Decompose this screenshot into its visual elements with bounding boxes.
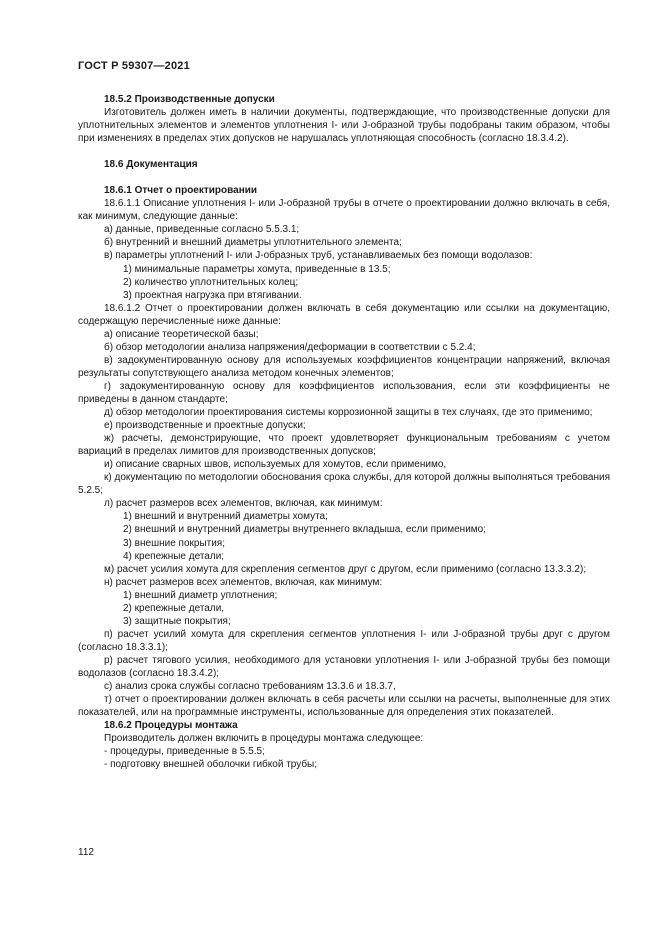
sub-list-item: 2) крепежные детали, xyxy=(123,602,225,614)
sub-list-item: 3) проектная нагрузка при втягивании. xyxy=(123,289,302,301)
list-item: г) задокументированную основу для коэффициентов использования, если эти коэффициенты не приведены в данном стандарте; xyxy=(78,380,610,405)
sub-list-item: 3) защитные покрытия; xyxy=(123,615,231,627)
page-body xyxy=(78,93,610,771)
list-item: с) анализ срока службы согласно требованиям 13.3.6 и 18.3.7, xyxy=(104,681,396,693)
dash-list-item: - подготовку внешней оболочки гибкой трубы; xyxy=(104,759,318,771)
list-item: т) отчет о проектировании должен включать в себя расчеты или ссылки на расчеты, выполненные для этих показателей, или на программные инструменты, использованные для определения этих показателей. xyxy=(78,694,610,719)
sub-list-item: 1) внешний диаметр уплотнения; xyxy=(123,589,278,601)
list-item: в) задокументированную основу для используемых коэффициентов концентрации напряжений, включая результаты сопутствующего анализа методом конечных элементов; xyxy=(78,354,610,379)
list-item: в) параметры уплотнений I- или J-образных труб, устанавливаемых без помощи водолазов: xyxy=(104,250,533,262)
list-item: и) описание сварных швов, используемых для хомутов, если применимо, xyxy=(104,459,447,471)
dash-list-item: - процедуры, приведенные в 5.5.5; xyxy=(104,746,265,758)
list-item: а) описание теоретической базы; xyxy=(104,328,259,340)
document-code-header: ГОСТ Р 59307—2021 xyxy=(78,60,190,72)
list-item: ж) расчеты, демонстрирующие, что проект удовлетворяет функциональным требованиям с учетом вариаций в пределах лимитов для производственных допусков; xyxy=(78,433,610,458)
list-item: п) расчет усилий хомута для скрепления сегментов уплотнения I- или J-образной трубы друг с другом (согласно 18.3.3.1); xyxy=(78,628,610,653)
section-title-18-5-2: 18.5.2 Производственные допуски xyxy=(104,94,275,105)
sub-list-item: 1) минимальные параметры хомута, приведенные в 13.5; xyxy=(123,263,391,275)
sub-list-item: 1) внешний и внутренний диаметры хомута; xyxy=(123,511,328,523)
sub-list-item: 2) внешний и внутренний диаметры внутреннего вкладыша, если применимо; xyxy=(123,524,487,536)
sub-list-item: 4) крепежные детали; xyxy=(123,550,225,562)
paragraph-18-6-1-2: 18.6.1.2 Отчет о проектировании должен включать в себя документацию или ссылки на документацию, содержащую перечисленные ниже данные: xyxy=(78,302,610,327)
list-item: р) расчет тягового усилия, необходимого для установки уплотнения I- или J-образной трубы без помощи водолазов (согласно 18.3.4.2); xyxy=(78,654,610,679)
list-item: к) документацию по методологии обоснования срока службы, для которой должны выполняться требования 5.2.5; xyxy=(78,472,610,497)
list-item: л) расчет размеров всех элементов, включая, как минимум: xyxy=(104,498,383,510)
list-item: б) внутренний и внешний диаметры уплотнительного элемента; xyxy=(104,237,402,249)
paragraph-installation-intro: Производитель должен включить в процедуры монтажа следующее: xyxy=(104,733,424,745)
list-item: д) обзор методологии проектирования системы коррозионной защиты в тех случаях, где это применимо; xyxy=(104,407,593,419)
page-number: 112 xyxy=(78,847,94,858)
sub-list-item: 2) количество уплотнительных колец; xyxy=(123,276,299,288)
list-item: е) производственные и проектные допуски; xyxy=(104,420,306,432)
section-title-18-6: 18.6 Документация xyxy=(104,159,198,171)
list-item: м) расчет усилия хомута для скрепления сегментов друг с другом, если применимо (согласно 13.3.3.2); xyxy=(104,563,587,575)
paragraph-production-tolerances: Изготовитель должен иметь в наличии документы, подтверждающие, что производственные допуски для уплотнительных элементов и элементов уплотнения I- или J-образной трубы подобраны таким образом, чтобы при изменениях в пределах этих допусков не нарушалась уплотняющая способность (согласно 18.3.4.2). xyxy=(78,107,610,145)
list-item: н) расчет размеров всех элементов, включая, как минимум: xyxy=(104,576,383,588)
section-title-18-6-2: 18.6.2 Процедуры монтажа xyxy=(104,720,238,732)
list-item: б) обзор методологии анализа напряжения/деформации в соответствии с 5.2.4; xyxy=(104,341,476,353)
sub-list-item: 3) внешние покрытия; xyxy=(123,537,225,549)
section-title-18-6-1: 18.6.1 Отчет о проектировании xyxy=(104,185,258,197)
paragraph-18-6-1-1: 18.6.1.1 Описание уплотнения I- или J-образной трубы в отчете о проектировании должно включать в себя, как минимум, следующие данные: xyxy=(78,198,610,223)
list-item: а) данные, приведенные согласно 5.5.3.1; xyxy=(104,224,300,236)
